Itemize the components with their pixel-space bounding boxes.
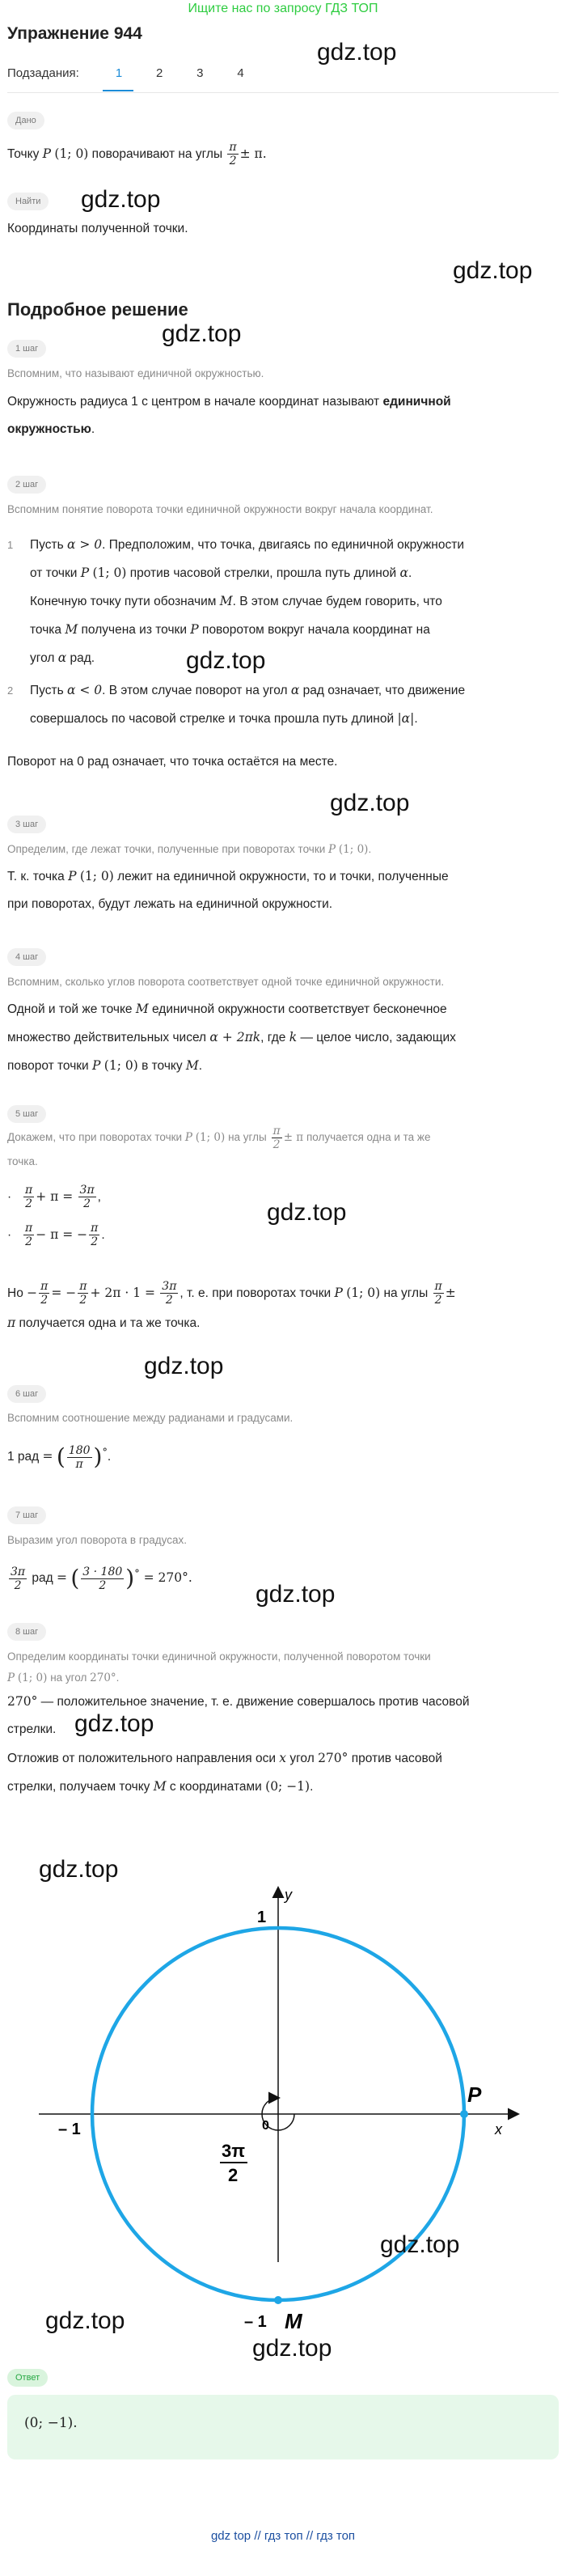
step8-text-1: 270° — положительное значение, т. е. движение совершалось против часовой стрелки. — [7, 1694, 470, 1736]
tab-subtask-1[interactable]: 1 — [115, 66, 123, 80]
watermark: gdz.top — [317, 39, 397, 66]
step6-formula: 1 рад = ( $\frac{180}{\pi}$ )°. — [7, 1443, 112, 1471]
step-chip: 2 шаг — [7, 476, 46, 494]
angle-label-den: 2 — [228, 2165, 239, 2185]
tick-label-y-neg-1: – 1 — [244, 2313, 267, 2331]
watermark: gdz.top — [39, 1856, 119, 1883]
watermark: gdz.top — [252, 2335, 332, 2362]
step5-text: Но − $\frac{\pi}{2}$ = − $\frac{\pi}{2}$ + 2π · 1 = $\frac{3\pi}{2}$ , т. е. при поворотах точки P (1; 0) на углы $\frac{\pi}{2}$ ± π получается одна и та же точка. — [7, 1280, 456, 1330]
tab-subtask-3[interactable]: 3 — [196, 66, 204, 80]
answer-chip: Ответ — [7, 2369, 48, 2387]
subtasks-label: Подзадания: — [7, 66, 79, 80]
divider — [7, 92, 559, 93]
point-m-marker — [274, 2296, 282, 2304]
active-tab-underline — [103, 90, 133, 91]
solution-heading: Подробное решение — [7, 299, 188, 320]
step2-zero: Поворот на 0 рад означает, что точка остаётся на месте. — [7, 755, 338, 769]
step2-item-1: 1 Пусть α > 0. Предположим, что точка, двигаясь по единичной окружности от точки P (1; 0) против часовой стрелки, прошла путь длиной α. Конечную точку пути обозначим M. В этом случае будем говорить, что точка M получена из точки P поворотом вокруг начала координат на угол α рад. — [7, 537, 464, 665]
step1-text: Окружность радиуса 1 с центром в начале координат называют единичной окружностью. — [7, 395, 451, 436]
find-chip: Найти — [7, 193, 49, 210]
step-chip: 5 шаг — [7, 1105, 46, 1123]
footer-separator: // — [306, 2529, 314, 2543]
point-m-label: M — [285, 2309, 302, 2333]
given-text: Точку P (1; 0) поворачивают на углы $\frac{\pi}{2}$ ± π. — [7, 141, 267, 168]
find-text: Координаты полученной точки. — [7, 222, 188, 235]
step-note: Выразим угол поворота в градусах. — [7, 1534, 188, 1546]
y-axis-label: y — [285, 1887, 292, 1903]
step-note: Определим координаты точки единичной окружности, полученной поворотом точки P (1; 0) на угол 270°. — [7, 1650, 431, 1684]
x-axis-label: x — [495, 2121, 502, 2137]
angle-label-num: 3π — [222, 2141, 246, 2161]
step2-item-2: 2 Пусть α < 0. В этом случае поворот на угол α рад означает, что движение совершалось по часовой стрелке и точка прошла путь длиной |α|. — [7, 683, 466, 726]
point-p-label: P — [467, 2082, 482, 2107]
watermark: gdz.top — [330, 790, 410, 816]
step-note: Вспомним понятие поворота точки единичной окружности вокруг начала координат. — [7, 503, 433, 515]
step-note: Вспомним соотношение между радианами и градусами. — [7, 1412, 294, 1424]
watermark: gdz.top — [162, 320, 242, 347]
footer-separator: // — [254, 2529, 261, 2543]
given-chip: Дано — [7, 112, 44, 129]
footer-link-gdz-top-ru[interactable]: гдз топ — [264, 2529, 303, 2543]
origin-label: 0 — [262, 2119, 269, 2133]
step-chip: 6 шаг — [7, 1385, 46, 1403]
step3-text: Т. к. точка P (1; 0) лежит на единичной окружности, то и точки, полученные при поворотах, будут лежать на единичной окружности. — [7, 869, 449, 911]
watermark: gdz.top — [81, 186, 161, 213]
point-p-marker — [460, 2110, 468, 2118]
watermark: gdz.top — [267, 1199, 347, 1226]
watermark: gdz.top — [256, 1581, 336, 1608]
unit-circle-figure — [0, 1809, 566, 2343]
watermark: gdz.top — [380, 2231, 460, 2258]
footer-link-gdz-top-ru-2[interactable]: гдз топ — [316, 2529, 356, 2543]
watermark: gdz.top — [74, 1710, 154, 1737]
footer-link-gdz-top[interactable]: gdz top — [210, 2529, 251, 2543]
step5-list: · $\frac{\pi}{2}$ + π = $\frac{3\pi}{2}$ , · $\frac{\pi}{2}$ − π = − $\frac{\pi}{2}$ . — [7, 1184, 105, 1249]
answer-box — [7, 2395, 559, 2459]
answer-text: (0; −1). — [24, 2415, 78, 2431]
step-chip: 7 шаг — [7, 1506, 46, 1524]
page-title: Упражнение 944 — [7, 24, 142, 43]
step8-text-2: Отложив от положительного направления оси x угол 270° против часовой стрелки, получаем точку M с координатами (0; −1). — [7, 1751, 442, 1794]
step-chip: 3 шаг — [7, 816, 46, 833]
subtask-tabs — [7, 66, 260, 80]
step7-formula: $\frac{3\pi}{2}$ рад = ( $\frac{3 \cdot 180}{2}$ )° = 270°. — [11, 1565, 192, 1592]
step-note: Вспомним, что называют единичной окружностью. — [7, 367, 264, 379]
watermark: gdz.top — [453, 257, 533, 284]
step-note: Вспомним, сколько углов поворота соответствует одной точке единичной окружности. — [7, 976, 445, 988]
watermark: gdz.top — [144, 1353, 224, 1379]
step-note: Докажем, что при поворотах точки P (1; 0) на углы $\frac{\pi}{2}$ ± π получается одна и та же точка. — [7, 1125, 431, 1167]
watermark: gdz.top — [45, 2307, 125, 2334]
step-note: Определим, где лежат точки, полученные при поворотах точки P (1; 0). — [7, 843, 372, 856]
step-chip: 8 шаг — [7, 1623, 46, 1641]
top-search-link[interactable]: Ищите нас по запросу ГДЗ ТОП — [188, 2, 378, 15]
step4-text: Одной и той же точке M единичной окружности соответствует бесконечное множество действительных чисел α + 2πk, где k — целое число, задающих поворот точки P (1; 0) в точку M. — [7, 1002, 456, 1073]
footer-links — [0, 2529, 566, 2543]
step-chip: 4 шаг — [7, 948, 46, 966]
tick-label-y-1: 1 — [257, 1909, 267, 1926]
tab-subtask-2[interactable]: 2 — [156, 66, 163, 80]
tick-label-x-neg-1: – 1 — [58, 2121, 81, 2138]
tab-subtask-4[interactable]: 4 — [237, 66, 244, 80]
step-chip: 1 шаг — [7, 340, 46, 358]
watermark: gdz.top — [186, 647, 266, 674]
